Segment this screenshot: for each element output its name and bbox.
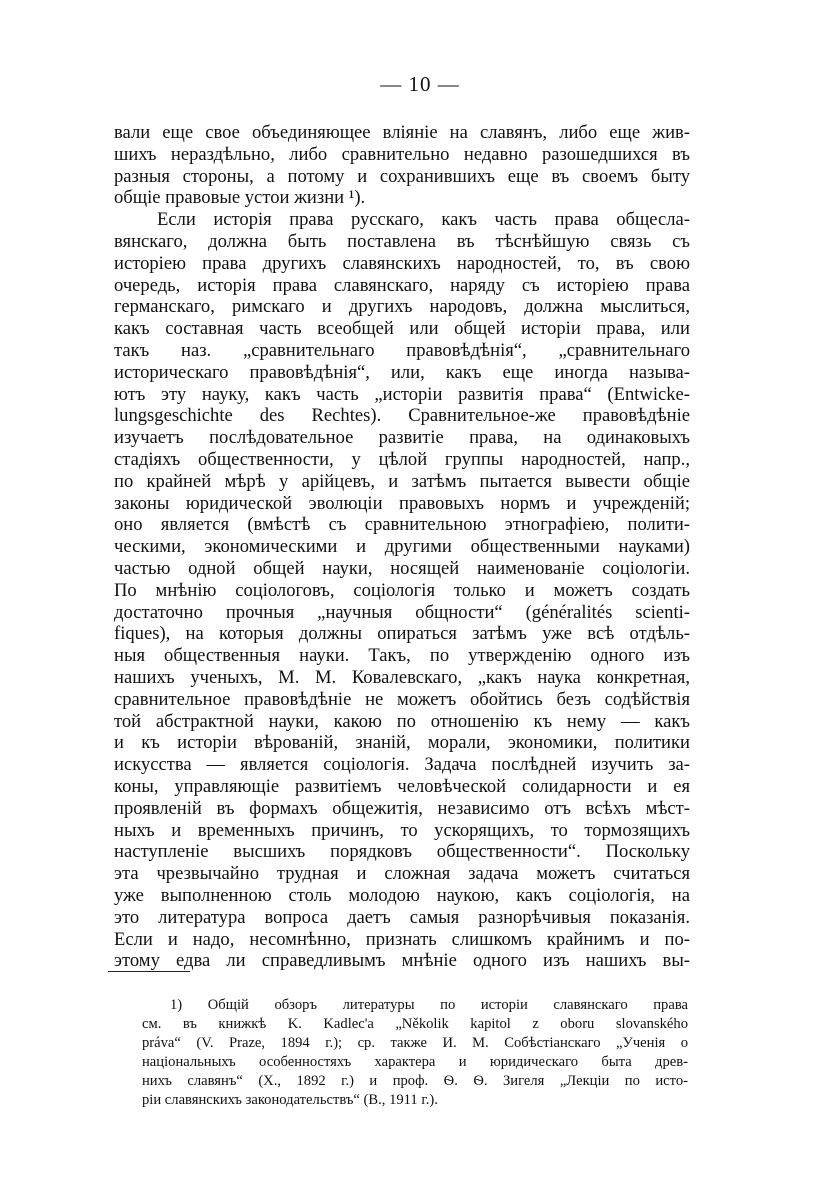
text-line: по крайней мѣрѣ у арійцевъ, и затѣмъ пытается вывести общіе — [114, 470, 690, 492]
text-line: шихъ нераздѣльно, либо сравнительно недавно разошедшихся въ — [114, 143, 690, 165]
text-line: вянскаго, должна быть поставлена въ тѣснѣйшую связь съ — [114, 231, 690, 252]
footnote-line: см. въ книжкѣ K. Kadlec'a „Několik kapitol z oboru slovanského — [142, 1016, 688, 1032]
text-line: сравнительное правовѣдѣніе не можетъ обойтись безъ содѣйствія — [114, 688, 690, 710]
text-line: исторіею права другихъ славянскихъ народностей, то, въ свою — [114, 252, 690, 274]
text-line: ныя общественныя науки. Такъ, по утвержденію одного изъ — [114, 645, 690, 667]
text-line: историческаго правовѣдѣнія“, или, какъ еще иногда называ- — [114, 361, 690, 383]
footnote-line: ріи славянскихъ законодательствъ“ (В., 1911 г.). — [142, 1092, 438, 1108]
text-line: fiques), на которыя должны опираться затѣмъ уже всѣ отдѣль- — [114, 623, 690, 645]
text-line: и къ исторіи вѣрованій, знаній, морали, экономики, политики — [114, 732, 690, 754]
text-line: очередь, исторія права славянскаго, наряду съ исторіею права — [114, 274, 690, 296]
text-line: стадіяхъ общественности, у цѣлой группы народностей, напр., — [114, 449, 690, 470]
text-line: коны, управляющіе развитіемъ человѣческой солидарности и ея — [114, 776, 690, 797]
text-line: По мнѣнію соціологовъ, соціологія только и можетъ создать — [114, 579, 690, 601]
text-line: вали еще свое объединяющее вліяніе на славянъ, либо еще жив- — [114, 122, 690, 143]
text-line: законы юридической эволюціи правовыхъ нормъ и учрежденій; — [114, 492, 690, 514]
text-line: lungsgeschichte des Rechtes). Сравнительное-же правовѣдѣніе — [114, 405, 690, 427]
text-line: той абстрактной науки, какою по отношенію къ нему — какъ — [114, 710, 690, 732]
text-line: эта чрезвычайно трудная и сложная задача можетъ считаться — [114, 863, 690, 885]
footnote-line: нихъ славянъ“ (X., 1892 г.) и проф. Ѳ. Ѳ. Зигеля „Лекціи по исто- — [142, 1073, 688, 1089]
text-line: проявленій въ формахъ общежитія, независимо отъ всѣхъ мѣст- — [114, 797, 690, 819]
text-line: уже выполненною столь молодою наукою, какъ соціологія, на — [114, 885, 690, 906]
text-line: разныя стороны, а потому и сохранившихъ еще въ своемъ быту — [114, 165, 690, 187]
text-line: искусства — является соціологія. Задача послѣдней изучить за- — [114, 754, 690, 776]
text-line: это литература вопроса даетъ самыя разнорѣчивыя показанія. — [114, 906, 690, 928]
text-line: нашихъ ученыхъ, М. М. Ковалевскаго, „какъ наука конкретная, — [114, 667, 690, 688]
text-line: ютъ эту науку, какъ часть „исторіи развитія права“ (Entwicke- — [114, 383, 690, 405]
text-line: германскаго, римскаго и другихъ народовъ, должна мыслиться, — [114, 296, 690, 318]
text-line: частью одной общей науки, носящей наименованіе соціологіи. — [114, 558, 690, 579]
text-line: изучаетъ послѣдовательное развитіе права, на одинаковыхъ — [114, 427, 690, 449]
footnote-line: національныхъ особенностяхъ характера и юридическаго быта древ- — [142, 1054, 688, 1070]
text-line: ныхъ и временныхъ причинъ, то ускорящихъ, то тормозящихъ — [114, 819, 690, 841]
text-line: ческими, экономическими и другими общественными науками) — [114, 536, 690, 558]
text-line: какъ составная часть всеобщей или общей исторіи права, или — [114, 318, 690, 340]
footnote-line: práva“ (V. Praze, 1894 г.); ср. также И. М. Собѣстіанскаго „Ученія о — [142, 1035, 688, 1051]
text-line: такъ наз. „сравнительнаго правовѣдѣнія“, „сравнительнаго — [114, 340, 690, 361]
text-line: Если исторія права русскаго, какъ часть права общесла- — [157, 209, 690, 231]
text-line: наступленіе высшихъ порядковъ общественности“. Поскольку — [114, 841, 690, 863]
text-line: оно является (вмѣстѣ съ сравнительною этнографіею, полити- — [114, 514, 690, 536]
text-line: этому едва ли справедливымъ мнѣніе одного изъ нашихъ вы- — [114, 950, 690, 972]
footnote-line: 1) Общій обзоръ литературы по исторіи славянскаго права — [170, 997, 688, 1013]
text-line: Если и надо, несомнѣнно, признать слишкомъ крайнимъ и по- — [114, 928, 690, 950]
text-line: общіе правовые устои жизни ¹). — [114, 187, 366, 209]
page-number: — 10 — — [380, 72, 460, 96]
text-line: достаточно прочныя „научныя общности“ (généralités scienti- — [114, 601, 690, 623]
